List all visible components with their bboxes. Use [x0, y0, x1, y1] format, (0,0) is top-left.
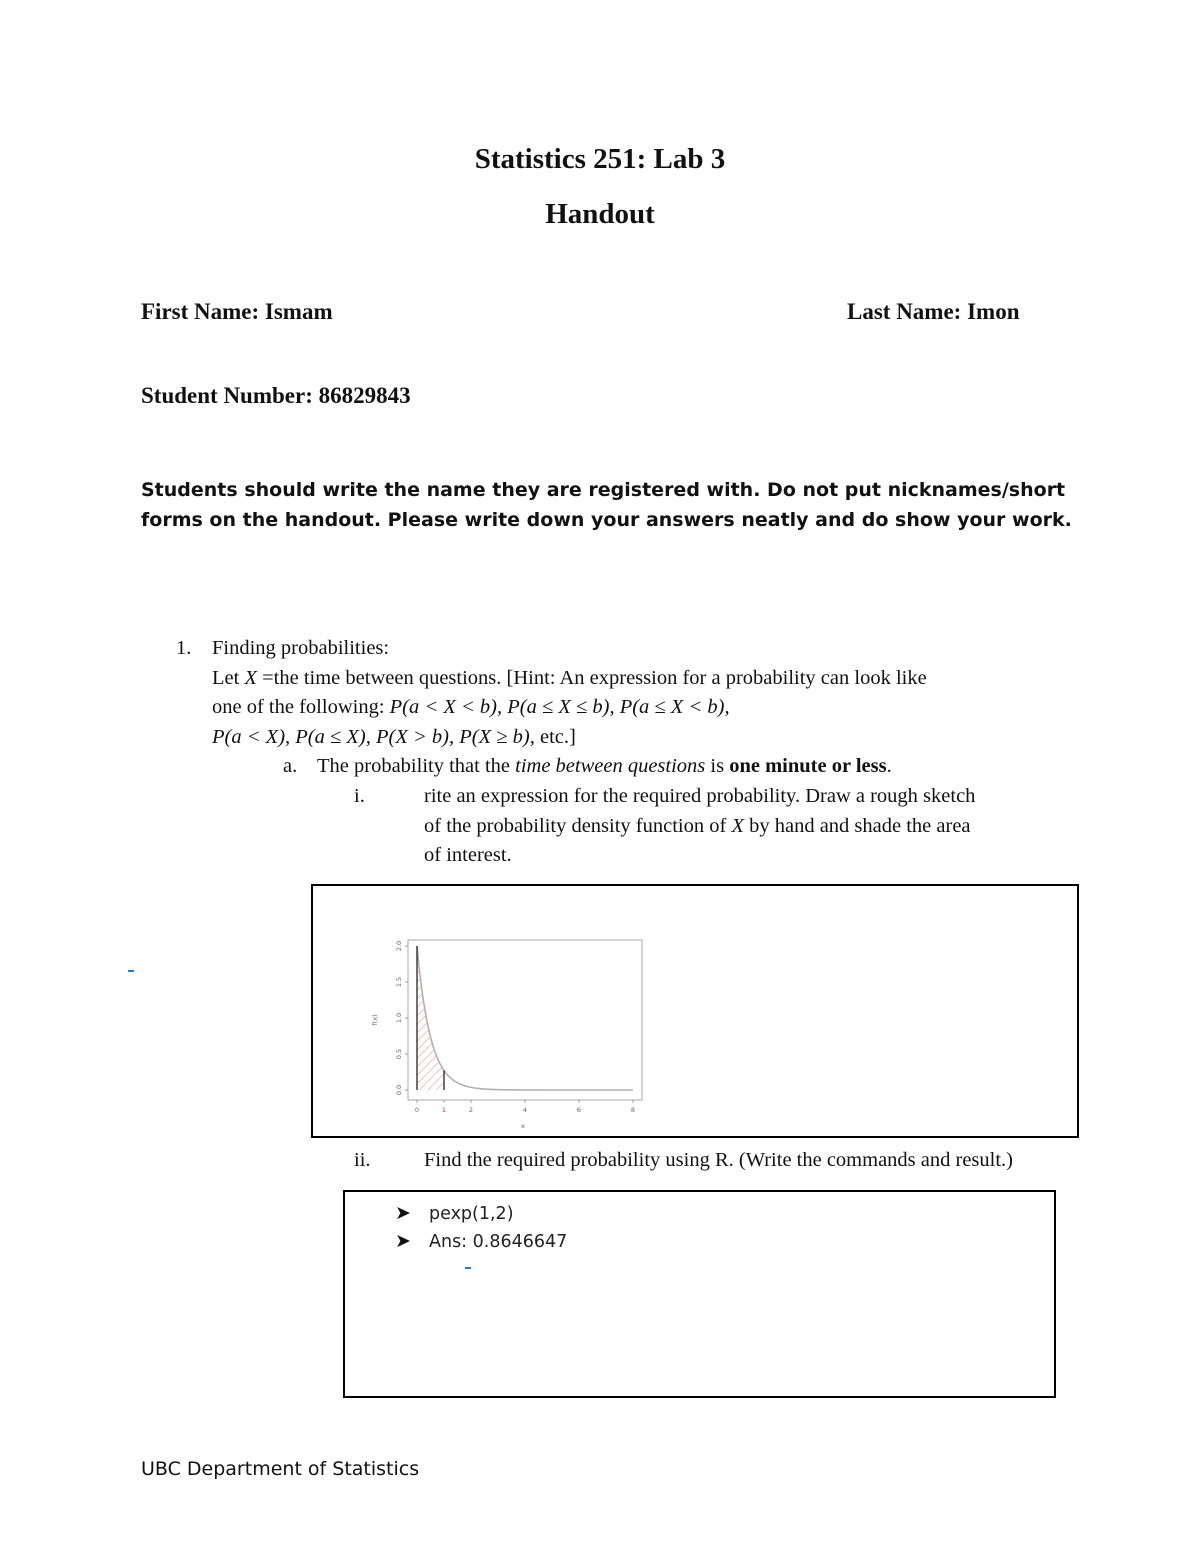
y-tick-label: 0.5: [394, 1048, 403, 1059]
part-a-italic: time between questions: [515, 755, 706, 777]
part-i-label: i.: [354, 785, 365, 807]
stray-mark: [128, 970, 134, 972]
last-name-field: Last Name: Imon: [847, 299, 1020, 324]
hint-expressions-2: P(a < X), P(a ≤ X), P(X > b), P(X ≥ b): [212, 725, 530, 748]
let-rest: =the time between questions. [Hint: An expression for a probability can look like: [256, 666, 927, 689]
sketch-answer-box: [311, 884, 1079, 1138]
x-tick-label: 4: [522, 1105, 527, 1114]
part-i-line-3: of interest.: [424, 844, 512, 866]
hint-suffix: , etc.]: [529, 725, 576, 748]
stray-mark: [465, 1267, 471, 1269]
x-tick-label: 1: [441, 1105, 446, 1114]
part-a-suffix: .: [886, 755, 892, 777]
part-ii-text: Find the required probability using R. (Write the commands and result.): [424, 1149, 1013, 1171]
first-name-field: First Name: Ismam: [141, 299, 333, 324]
y-axis-label: f(x): [370, 1013, 379, 1026]
part-i-line-2: [424, 812, 1094, 842]
bullet-arrow-icon: ➤: [395, 1202, 411, 1224]
question-let-line: [212, 664, 1092, 694]
page-subtitle: Handout: [545, 198, 655, 230]
hint-line-2: [212, 693, 1092, 723]
part-i-line-2-suffix: by hand and shade the area: [743, 814, 971, 837]
r-command: pexp(1,2): [429, 1204, 514, 1224]
part-a-mid: is: [705, 755, 730, 777]
x-tick-label: 8: [630, 1105, 635, 1114]
part-i-text: [424, 782, 1094, 871]
hint-line-3: [212, 723, 1092, 753]
variable-x: X: [244, 666, 257, 689]
x-tick-label: 6: [576, 1105, 581, 1114]
bullet-arrow-icon: ➤: [395, 1230, 411, 1252]
question-title: Finding probabilities:: [212, 637, 390, 659]
footer-department: UBC Department of Statistics: [141, 1458, 420, 1480]
part-a-bold: one minute or less: [729, 755, 887, 777]
part-a-label: a.: [283, 755, 298, 777]
y-tick-label: 0.0: [394, 1084, 403, 1095]
part-a-text: [317, 752, 892, 782]
shaded-area: [417, 946, 444, 1090]
y-tick-label: 2.0: [394, 940, 403, 951]
let-prefix: Let: [212, 666, 245, 689]
part-i-line-1: rite an expression for the required probability. Draw a rough sketch: [424, 785, 976, 807]
page-title: Statistics 251: Lab 3: [474, 143, 726, 175]
question-number: 1.: [176, 637, 192, 659]
part-a-prefix: The probability that the: [317, 755, 516, 777]
pdf-sketch-chart: [311, 884, 1079, 1138]
part-ii-label: ii.: [354, 1149, 371, 1171]
question-body: [212, 634, 1092, 752]
y-tick-label: 1.5: [394, 976, 403, 987]
r-result: Ans: 0.8646647: [429, 1232, 568, 1252]
student-number-field: Student Number: 86829843: [141, 383, 411, 408]
x-tick-label: 0: [414, 1105, 419, 1114]
y-tick-label: 1.0: [394, 1012, 403, 1023]
instructions-notice: Students should write the name they are registered with. Do not put nicknames/short forms on the handout. Please write down your answers neatly and do show your work.: [141, 479, 1072, 531]
density-curve: [417, 946, 633, 1090]
part-i-line-2-prefix: of the probability density function of: [424, 814, 732, 837]
variable-x: X: [731, 814, 744, 837]
hint-prefix: one of the following:: [212, 696, 390, 718]
r-answer-box: [343, 1190, 1056, 1398]
hint-expressions-1: P(a < X < b), P(a ≤ X ≤ b), P(a ≤ X < b),: [389, 696, 730, 718]
x-tick-label: 2: [468, 1105, 473, 1114]
x-axis-label: x: [520, 1121, 525, 1130]
